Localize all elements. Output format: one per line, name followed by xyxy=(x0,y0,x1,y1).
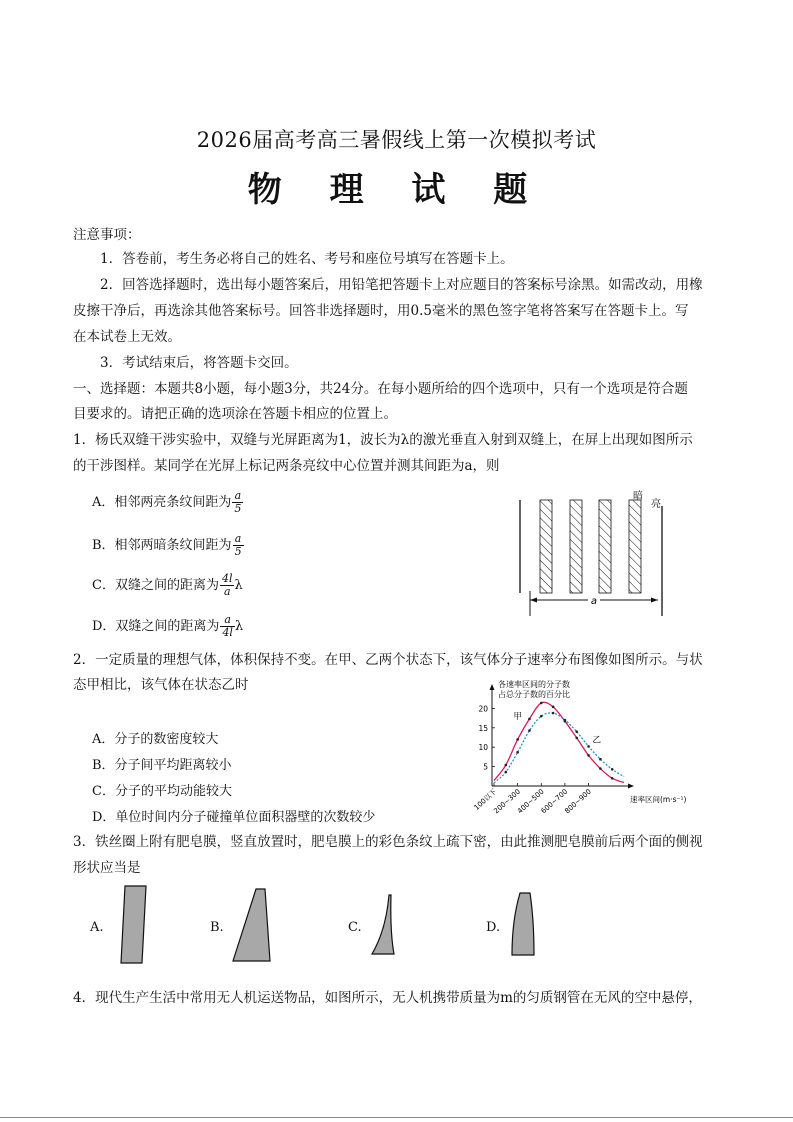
data-point xyxy=(540,715,543,718)
x-tick-label: 600~700 xyxy=(539,787,570,816)
lambda-symbol: λ xyxy=(234,578,243,593)
x-tick-label: 400~500 xyxy=(516,787,546,816)
q1-option-c[interactable] xyxy=(92,573,243,598)
arrowhead-right xyxy=(651,598,658,603)
notice-item-1: 1．答卷前，考生务必将自己的姓名、考号和座位号填写在答题卡上。 xyxy=(100,251,514,267)
data-point xyxy=(611,777,614,780)
y-tick-label: 10 xyxy=(478,743,488,753)
page-bottom-rule xyxy=(0,1117,793,1118)
q3-option-a-shape[interactable] xyxy=(116,884,156,966)
q2-option-a[interactable]: A．分子的数密度较大 xyxy=(92,732,219,747)
notice-item-2-line-1: 2．回答选择题时，选出每小题答案后，用铅笔把答题卡上对应题目的答案标号涂黑。如需改动，用橡 xyxy=(100,277,703,293)
numerator: a xyxy=(232,490,243,503)
x-tick-label: 100以下 xyxy=(472,787,499,812)
fraction xyxy=(220,614,235,639)
y-axis-arrow xyxy=(490,684,495,690)
lambda-symbol: λ xyxy=(234,619,244,634)
q3-option-c-shape[interactable] xyxy=(368,892,400,960)
notice-item-3: 3．考试结束后，将答题卡交回。 xyxy=(100,355,298,371)
q3-stem-line-1: 3．铁丝圈上附有肥皂膜，竖直放置时，肥皂膜上的彩色条纹上疏下密，由此推测肥皂膜前后两个面的侧视 xyxy=(73,834,703,850)
q2-option-b[interactable]: B．分子间平均距离较小 xyxy=(92,758,232,773)
denominator: 5 xyxy=(234,545,242,558)
data-point xyxy=(611,768,614,771)
interference-pattern-figure xyxy=(510,488,670,618)
fraction xyxy=(220,573,235,598)
notice-heading: 注意事项： xyxy=(73,227,141,243)
data-point xyxy=(599,758,602,761)
q1-option-a[interactable] xyxy=(92,490,243,515)
denominator: 5 xyxy=(234,502,242,515)
data-point xyxy=(599,767,602,770)
label-dark: 亮 xyxy=(651,499,661,510)
q2-stem-line-1: 2．一定质量的理想气体，体积保持不变。在甲、乙两个状态下，该气体分子速率分布图像如图所示。与状 xyxy=(73,652,703,668)
q3-option-b-shape[interactable] xyxy=(230,886,275,966)
data-point xyxy=(552,706,555,709)
speed-distribution-chart xyxy=(470,676,700,826)
chart-title-line-2: 占总分子数的百分比 xyxy=(498,690,570,699)
data-point xyxy=(564,719,567,722)
q1-option-b-text: B．相邻两暗条纹间距为 xyxy=(92,538,232,553)
q1-option-d[interactable] xyxy=(92,614,243,639)
numerator: a xyxy=(220,614,235,627)
series-label-1: 甲 xyxy=(513,711,522,722)
q1-option-b[interactable] xyxy=(92,533,244,558)
q3-option-c-label[interactable]: C. xyxy=(348,920,362,935)
x-tick-label: 800~900 xyxy=(563,787,593,816)
numerator: 4l xyxy=(221,572,233,585)
x-axis-arrow xyxy=(628,784,634,789)
data-point xyxy=(552,712,555,715)
y-tick-label: 5 xyxy=(483,762,488,772)
q3-stem-line-2: 形状应当是 xyxy=(73,860,141,876)
exam-title: 2026届高考高三暑假线上第一次模拟考试 xyxy=(196,128,597,152)
q3-option-d-label[interactable]: D. xyxy=(486,920,501,935)
q3-option-b-label[interactable]: B. xyxy=(210,920,224,935)
data-point xyxy=(587,745,590,748)
section-1-intro-line-1: 一、选择题：本题共8小题，每小题3分，共24分。在每小题所给的四个选项中，只有一个选项是符合题 xyxy=(73,381,688,397)
q2-option-c[interactable]: C．分子的平均动能较大 xyxy=(92,784,232,799)
series-label-2: 乙 xyxy=(592,735,602,746)
q1-option-a-text: A．相邻两亮条纹间距为 xyxy=(92,495,232,510)
denominator: 4l xyxy=(222,626,233,639)
notice-item-2-line-3: 在本试卷上无效。 xyxy=(73,329,181,345)
data-point xyxy=(516,738,519,741)
data-point xyxy=(528,729,531,732)
chart-title-line-1: 各速率区间的分子数 xyxy=(498,680,570,689)
data-point xyxy=(587,754,590,757)
data-point xyxy=(505,764,508,767)
y-tick-label: 20 xyxy=(478,704,488,714)
denominator: a xyxy=(223,585,231,598)
q1-stem-line-2: 的干涉图样。某同学在光屏上标记两条亮纹中心位置并测其间距为a，则 xyxy=(73,458,500,474)
data-point xyxy=(505,771,508,774)
data-point xyxy=(516,751,519,754)
q2-option-d[interactable]: D．单位时间内分子碰撞单位面积器壁的次数较少 xyxy=(92,810,376,825)
bright-fringes xyxy=(540,500,641,593)
x-axis-label: 速率区间(m·s⁻¹) xyxy=(630,795,687,804)
q3-option-a-label[interactable]: A. xyxy=(90,920,104,935)
data-point xyxy=(575,737,578,740)
notice-item-2-line-2: 皮擦干净后，再选涂其他答案标号。回答非选择题时，用0.5毫米的黑色签字笔将答案写在答题卡上。写 xyxy=(73,303,689,319)
data-point xyxy=(528,718,531,721)
label-bright: 暗 xyxy=(633,491,643,502)
q4-stem-line-1: 4．现代生产生活中常用无人机运送物品，如图所示，无人机携带质量为m的匀质钢管在无风的空中悬停， xyxy=(73,990,702,1006)
fraction xyxy=(232,490,243,515)
q2-stem-line-2: 态甲相比，该气体在状态乙时 xyxy=(73,677,249,693)
numerator: a xyxy=(233,533,244,546)
data-point xyxy=(575,730,578,733)
q1-option-c-text: C．双缝之间的距离为 xyxy=(92,578,219,593)
q1-option-d-text: D．双缝之间的距离为 xyxy=(92,619,220,634)
data-point xyxy=(540,702,543,705)
q1-stem-line-1: 1．杨氏双缝干涉实验中，双缝与光屏距离为1，波长为λ的激光垂直入射到双缝上，在屏上出现如图所示 xyxy=(73,432,693,448)
x-tick-label: 200~300 xyxy=(492,787,522,816)
q3-option-d-shape[interactable] xyxy=(506,890,540,962)
section-1-intro-line-2: 目要求的。请把正确的选项涂在答题卡相应的位置上。 xyxy=(73,406,397,422)
subject-title: 物 理 试 题 xyxy=(247,170,546,210)
arrowhead-left xyxy=(530,598,537,603)
y-tick-label: 15 xyxy=(478,723,488,733)
fraction xyxy=(233,533,244,558)
distance-label-a: a xyxy=(590,596,598,607)
